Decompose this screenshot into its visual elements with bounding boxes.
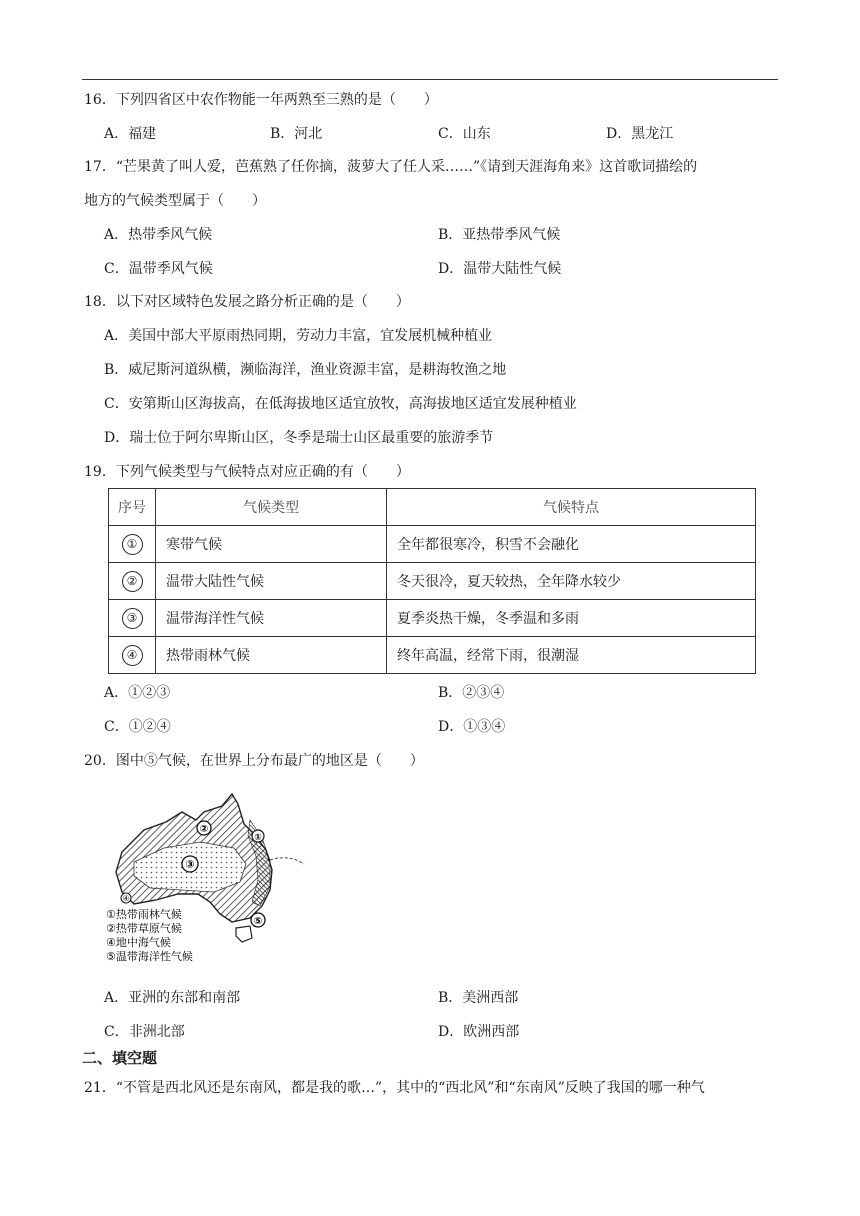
- q17-option-d[interactable]: D．温带大陆性气候: [438, 261, 562, 277]
- row-number-badge: ③: [122, 608, 143, 629]
- climate-feature-cell: 全年都很寒冷，积雪不会融化: [387, 526, 756, 563]
- q20-option-b[interactable]: B．美洲西部: [438, 990, 519, 1006]
- q16-option-a[interactable]: A．福建: [104, 126, 157, 142]
- climate-feature-cell: 夏季炎热干燥，冬季温和多雨: [387, 600, 756, 637]
- q20-option-a[interactable]: A．亚洲的东部和南部: [104, 990, 241, 1006]
- question-18-stem: 18．以下对区域特色发展之路分析正确的是（ ）: [84, 294, 410, 310]
- q18-option-a[interactable]: A．美国中部大平原雨热同期，劳动力丰富，宜发展机械种植业: [104, 328, 493, 344]
- question-19-stem: 19．下列气候类型与气候特点对应正确的有（ ）: [84, 464, 410, 480]
- q19-option-c[interactable]: C．①②④: [104, 719, 171, 735]
- header-cell: 气候特点: [387, 489, 756, 526]
- row-number: [109, 563, 156, 600]
- q18-option-c[interactable]: C．安第斯山区海拔高，在低海拔地区适宜放牧，高海拔地区适宜发展种植业: [104, 396, 577, 412]
- row-number-badge: ①: [122, 534, 143, 555]
- climate-feature-cell: 冬天很冷，夏天较热，全年降水较少: [387, 563, 756, 600]
- q20-option-c[interactable]: C．非洲北部: [104, 1024, 185, 1040]
- tasmania: [236, 926, 252, 942]
- row-number: [109, 526, 156, 563]
- climate-table: [108, 488, 756, 674]
- q20-option-d[interactable]: D．欧洲西部: [438, 1024, 520, 1040]
- question-17-stem-line1: 17．“芒果黄了叫人爱，芭蕉熟了任你摘，菠萝大了任人采……”《请到天涯海角来》这首歌词描绘的: [84, 159, 698, 175]
- row-number-badge: ④: [122, 645, 143, 666]
- legend-item: ④地中海气候: [106, 936, 171, 949]
- table-row: [109, 526, 756, 563]
- q18-option-b[interactable]: B．威尼斯河道纵横，濒临海洋，渔业资源丰富，是耕海牧渔之地: [104, 362, 507, 378]
- q17-option-c[interactable]: C．温带季风气候: [104, 261, 213, 277]
- legend-item: ①热带雨林气候: [106, 908, 182, 921]
- header-rule: [82, 79, 778, 80]
- q19-option-a[interactable]: A．①②③: [104, 685, 171, 701]
- header-cell: 气候类型: [156, 489, 387, 526]
- climate-type-cell: 温带大陆性气候: [156, 563, 387, 600]
- legend-item: ②热带草原气候: [106, 922, 182, 935]
- table-row: [109, 600, 756, 637]
- climate-type-cell: 温带海洋性气候: [156, 600, 387, 637]
- question-17-stem-line2: 地方的气候类型属于（ ）: [84, 193, 266, 209]
- map-label: ⑤: [253, 916, 263, 927]
- climate-feature-cell: 终年高温，经常下雨，很潮湿: [387, 637, 756, 674]
- header-cell: 序号: [109, 489, 156, 526]
- q18-option-d[interactable]: D．瑞士位于阿尔卑斯山区，冬季是瑞士山区最重要的旅游季节: [104, 430, 494, 446]
- q19-option-b[interactable]: B．②③④: [438, 685, 505, 701]
- q17-option-b[interactable]: B．亚热带季风气候: [438, 227, 561, 243]
- row-number: [109, 600, 156, 637]
- row-number-badge: ②: [122, 571, 143, 592]
- table-header-row: [109, 489, 756, 526]
- map-label: ④: [122, 894, 130, 903]
- map-label: ②: [199, 824, 209, 835]
- question-16-stem: 16．下列四省区中农作物能一年两熟至三熟的是（ ）: [84, 92, 438, 108]
- climate-type-cell: 热带雨林气候: [156, 637, 387, 674]
- q16-option-b[interactable]: B．河北: [270, 126, 323, 142]
- climate-type-cell: 寒带气候: [156, 526, 387, 563]
- question-21-stem: 21．“不管是西北风还是东南风，都是我的歌…”，其中的“西北风”和“东南风”反映了我国的哪一种气: [84, 1080, 705, 1096]
- tropic-line: [270, 858, 304, 864]
- table-row: [109, 637, 756, 674]
- q17-option-a[interactable]: A．热带季风气候: [104, 227, 213, 243]
- map-label: ③: [185, 858, 195, 871]
- legend-item: ⑤温带海洋性气候: [106, 950, 193, 963]
- map-label: ①: [254, 833, 262, 843]
- section-title: 二、填空题: [82, 1049, 158, 1067]
- table-row: [109, 563, 756, 600]
- question-20-stem: 20．图中⑤气候，在世界上分布最广的地区是（ ）: [84, 753, 424, 769]
- q16-option-d[interactable]: D．黑龙江: [606, 126, 674, 142]
- australia-climate-map: [104, 790, 314, 970]
- q19-option-d[interactable]: D．①③④: [438, 719, 506, 735]
- q16-option-c[interactable]: C．山东: [438, 126, 491, 142]
- row-number: [109, 637, 156, 674]
